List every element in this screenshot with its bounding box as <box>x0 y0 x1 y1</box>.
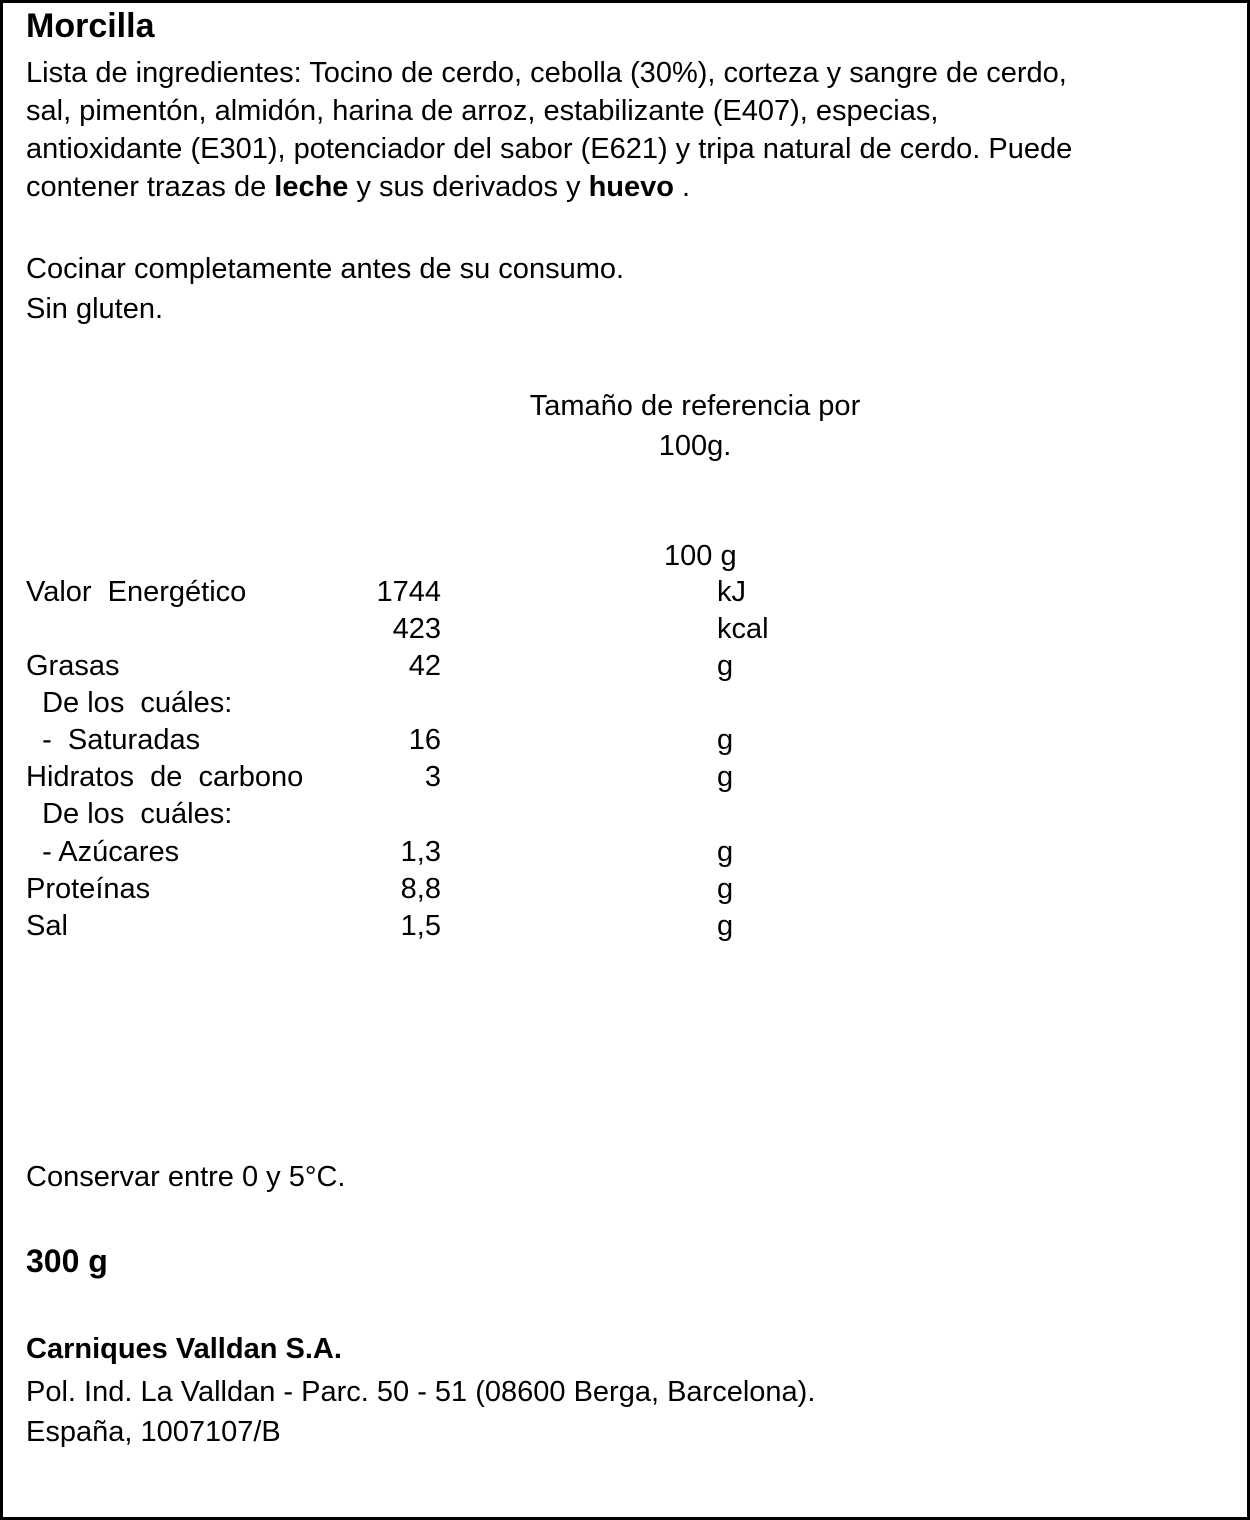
nutrient-value: 16 <box>408 724 441 756</box>
nutrient-unit: g <box>717 873 734 905</box>
nutrition-row <box>26 796 926 833</box>
nutrition-row <box>26 722 926 759</box>
cooking-instructions: Cocinar completamente antes de su consumo. <box>26 253 625 285</box>
column-header: 100 g <box>664 540 737 572</box>
nutrition-row <box>26 574 926 611</box>
nutrient-value: 1744 <box>376 576 441 608</box>
nutrient-unit: g <box>717 836 734 868</box>
nutrition-row <box>26 834 926 871</box>
nutrient-label: Sal <box>26 910 68 942</box>
nutrient-value: 42 <box>408 650 441 682</box>
company-address: Pol. Ind. La Valldan - Parc. 50 - 51 (08600 Berga, Barcelona). <box>26 1376 816 1408</box>
nutrient-value: 1,3 <box>400 836 441 868</box>
net-weight: 300 g <box>26 1243 108 1279</box>
ingredients-text: . <box>674 171 691 203</box>
nutrient-unit: kJ <box>717 576 746 608</box>
nutrient-label: De los cuáles: <box>26 687 233 719</box>
nutrient-label: - Azúcares <box>26 836 180 868</box>
nutrient-label: Proteínas <box>26 873 151 905</box>
nutrient-value: 3 <box>424 761 441 793</box>
ingredients-line: antioxidante (E301), potenciador del sabor (E621) y tripa natural de cerdo. Puede <box>26 133 1073 165</box>
gluten-free-note: Sin gluten. <box>26 293 164 325</box>
nutrient-unit: g <box>717 761 734 793</box>
nutrient-unit: g <box>717 650 734 682</box>
nutrient-label: Hidratos de carbono <box>26 761 304 793</box>
ingredients-line <box>26 168 690 206</box>
ingredients-text: y sus derivados y <box>348 171 589 203</box>
allergen-milk: leche <box>274 171 349 203</box>
nutrient-value: 423 <box>392 613 441 645</box>
nutrient-label: Grasas <box>26 650 120 682</box>
reference-size-line: 100g. <box>658 430 732 462</box>
nutrition-row <box>26 611 926 648</box>
ingredients-text: contener trazas de <box>26 171 275 203</box>
nutrient-value: 8,8 <box>400 873 441 905</box>
company-name: Carniques Valldan S.A. <box>26 1333 342 1365</box>
nutrient-unit: g <box>717 910 734 942</box>
product-title: Morcilla <box>26 7 155 45</box>
nutrition-row <box>26 908 926 945</box>
nutrition-row <box>26 871 926 908</box>
nutrition-row <box>26 648 926 685</box>
nutrient-label: - Saturadas <box>26 724 201 756</box>
reference-size-line: Tamaño de referencia por <box>529 390 861 422</box>
nutrient-unit: kcal <box>717 613 769 645</box>
ingredients-line: Lista de ingredientes: Tocino de cerdo, cebolla (30%), corteza y sangre de cerdo, <box>26 57 1067 89</box>
storage-instructions: Conservar entre 0 y 5°C. <box>26 1161 346 1193</box>
nutrition-row <box>26 759 926 796</box>
nutrient-value: 1,5 <box>400 910 441 942</box>
nutrient-label: Valor Energético <box>26 576 247 608</box>
nutrition-row <box>26 685 926 722</box>
allergen-egg: huevo <box>588 171 674 203</box>
nutrient-label: De los cuáles: <box>26 798 233 830</box>
country-registration: España, 1007107/B <box>26 1416 281 1448</box>
ingredients-line: sal, pimentón, almidón, harina de arroz, estabilizante (E407), especias, <box>26 95 939 127</box>
nutrient-unit: g <box>717 724 734 756</box>
